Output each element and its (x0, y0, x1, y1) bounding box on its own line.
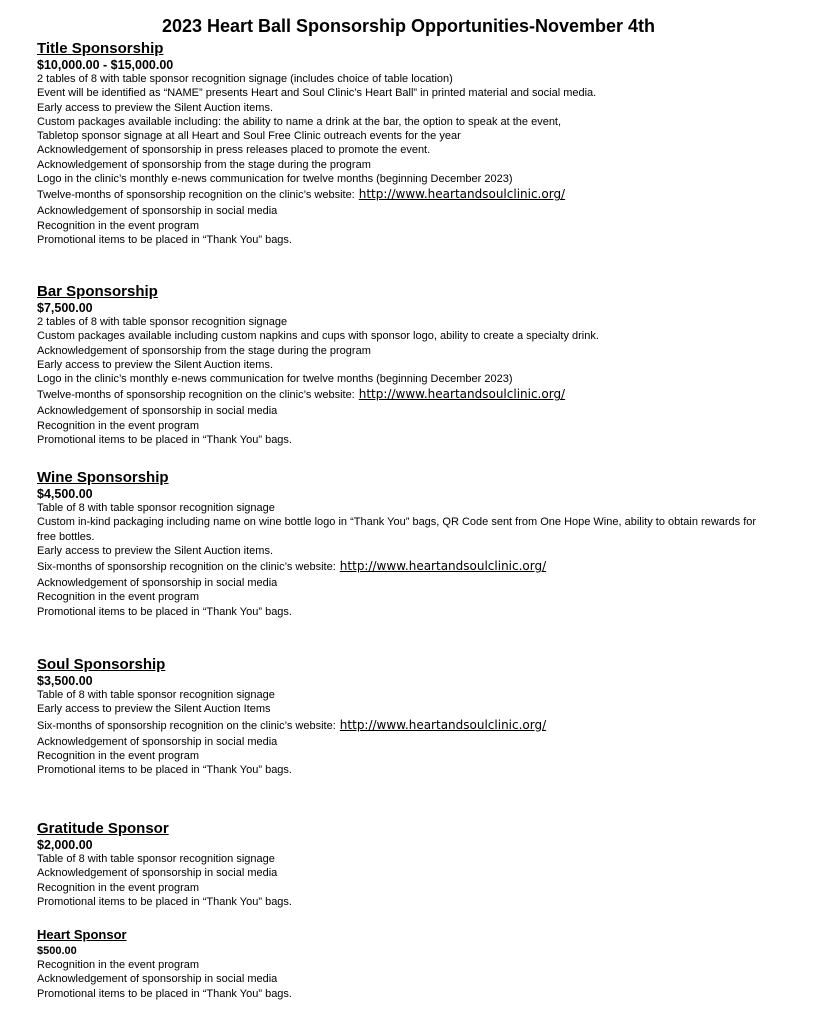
benefit-line: Recognition in the event program (37, 881, 200, 894)
website-recognition-text: Six-months of sponsorship recognition on the clinic’s website: (37, 719, 336, 732)
clinic-website-link[interactable]: http://www.heartandsoulclinic.org/ (358, 187, 566, 202)
benefit-line: Event will be identified as “NAME” presents Heart and Soul Clinic’s Heart Ball” in printed material and social media. (37, 87, 597, 100)
benefit-line: Promotional items to be placed in “Thank You” bags. (37, 987, 292, 1000)
section-bar-sponsorship (37, 283, 807, 447)
benefit-line: 2 tables of 8 with table sponsor recognition signage (includes choice of table location) (37, 73, 453, 85)
benefit-line: Recognition in the event program (37, 591, 200, 604)
benefit-line: Early access to preview the Silent Auction items. (37, 544, 273, 557)
website-recognition-line (37, 386, 807, 404)
section-price: $500.00 (37, 945, 77, 957)
section-heading: Title Sponsorship (37, 40, 164, 57)
section-heading: Soul Sponsorship (37, 656, 166, 673)
section-wine-sponsorship (37, 469, 807, 619)
benefit-line: Recognition in the event program (37, 749, 200, 762)
website-recognition-line (37, 186, 807, 204)
benefit-line: Acknowledgement of sponsorship in social media (37, 577, 278, 590)
benefit-line: Recognition in the event program (37, 219, 200, 232)
benefit-line: Custom packages available including: the ability to name a drink at the bar, the option to speak at the event, (37, 115, 562, 128)
section-price: $10,000.00 - $15,000.00 (37, 58, 174, 72)
benefit-line: Tabletop sponsor signage at all Heart and Soul Free Clinic outreach events for the year (37, 130, 461, 143)
benefit-line: Promotional items to be placed in “Thank You” bags. (37, 764, 292, 777)
benefit-line: Recognition in the event program (37, 419, 200, 432)
benefit-line: 2 tables of 8 with table sponsor recognition signage (37, 316, 288, 328)
benefit-line: Early access to preview the Silent Auction items. (37, 101, 273, 114)
benefit-line: Acknowledgement of sponsorship from the stage during the program (37, 344, 371, 357)
benefit-line: Custom packages available including custom napkins and cups with sponsor logo, ability to create a specialty drink. (37, 330, 599, 343)
benefit-line: Acknowledgement of sponsorship in social media (37, 973, 278, 986)
benefit-line: Table of 8 with table sponsor recognition signage (37, 502, 275, 514)
section-heart-sponsor (37, 926, 807, 1001)
section-title-sponsorship (37, 40, 807, 247)
section-heading: Heart Sponsor (37, 927, 127, 942)
section-heading: Bar Sponsorship (37, 283, 158, 300)
website-recognition-line (37, 717, 807, 735)
website-recognition-text: Six-months of sponsorship recognition on the clinic’s website: (37, 561, 336, 574)
section-price: $2,000.00 (37, 838, 93, 852)
section-price: $7,500.00 (37, 301, 93, 315)
benefit-line: Promotional items to be placed in “Thank You” bags. (37, 895, 292, 908)
section-heading: Gratitude Sponsor (37, 820, 169, 837)
benefit-line: Table of 8 with table sponsor recognition signage (37, 689, 275, 701)
benefit-line: Early access to preview the Silent Auction Items (37, 703, 271, 716)
clinic-website-link[interactable]: http://www.heartandsoulclinic.org/ (339, 717, 547, 732)
page-title: 2023 Heart Ball Sponsorship Opportunities-November 4th (161, 16, 656, 36)
benefit-line: Early access to preview the Silent Auction items. (37, 358, 273, 371)
clinic-website-link[interactable]: http://www.heartandsoulclinic.org/ (339, 559, 547, 574)
benefit-line: Acknowledgement of sponsorship in social media (37, 735, 278, 748)
section-heading: Wine Sponsorship (37, 469, 169, 486)
benefit-line: Acknowledgement of sponsorship from the stage during the program (37, 158, 371, 171)
benefit-line: Logo in the clinic’s monthly e-news communication for twelve months (beginning December 2023) (37, 173, 513, 186)
benefit-line: Acknowledgement of sponsorship in press releases placed to promote the event. (37, 144, 431, 157)
benefit-line: Promotional items to be placed in “Thank You” bags. (37, 434, 292, 447)
website-recognition-text: Twelve-months of sponsorship recognition on the clinic’s website: (37, 189, 355, 202)
section-gratitude-sponsor (37, 820, 807, 909)
section-soul-sponsorship (37, 656, 807, 777)
benefit-line: Acknowledgement of sponsorship in social media (37, 405, 278, 418)
benefit-line: Table of 8 with table sponsor recognition signage (37, 853, 275, 865)
benefit-line: Promotional items to be placed in “Thank You” bags. (37, 233, 292, 246)
benefit-line: Logo in the clinic’s monthly e-news communication for twelve months (beginning December 2023) (37, 373, 513, 386)
section-price: $3,500.00 (37, 674, 93, 688)
website-recognition-line (37, 558, 807, 576)
clinic-website-link[interactable]: http://www.heartandsoulclinic.org/ (358, 387, 566, 402)
benefit-line: Acknowledgement of sponsorship in social media (37, 867, 278, 880)
benefit-line: Custom in-kind packaging including name on wine bottle logo in “Thank You” bags, QR Code sent from One Hope Wine, ability to obtain rewards for free bottles. (37, 516, 757, 543)
benefit-line: Acknowledgement of sponsorship in social media (37, 205, 278, 218)
benefit-line: Recognition in the event program (37, 959, 200, 971)
website-recognition-text: Twelve-months of sponsorship recognition on the clinic’s website: (37, 389, 355, 402)
benefit-line: Promotional items to be placed in “Thank You” bags. (37, 605, 292, 618)
section-price: $4,500.00 (37, 487, 93, 501)
